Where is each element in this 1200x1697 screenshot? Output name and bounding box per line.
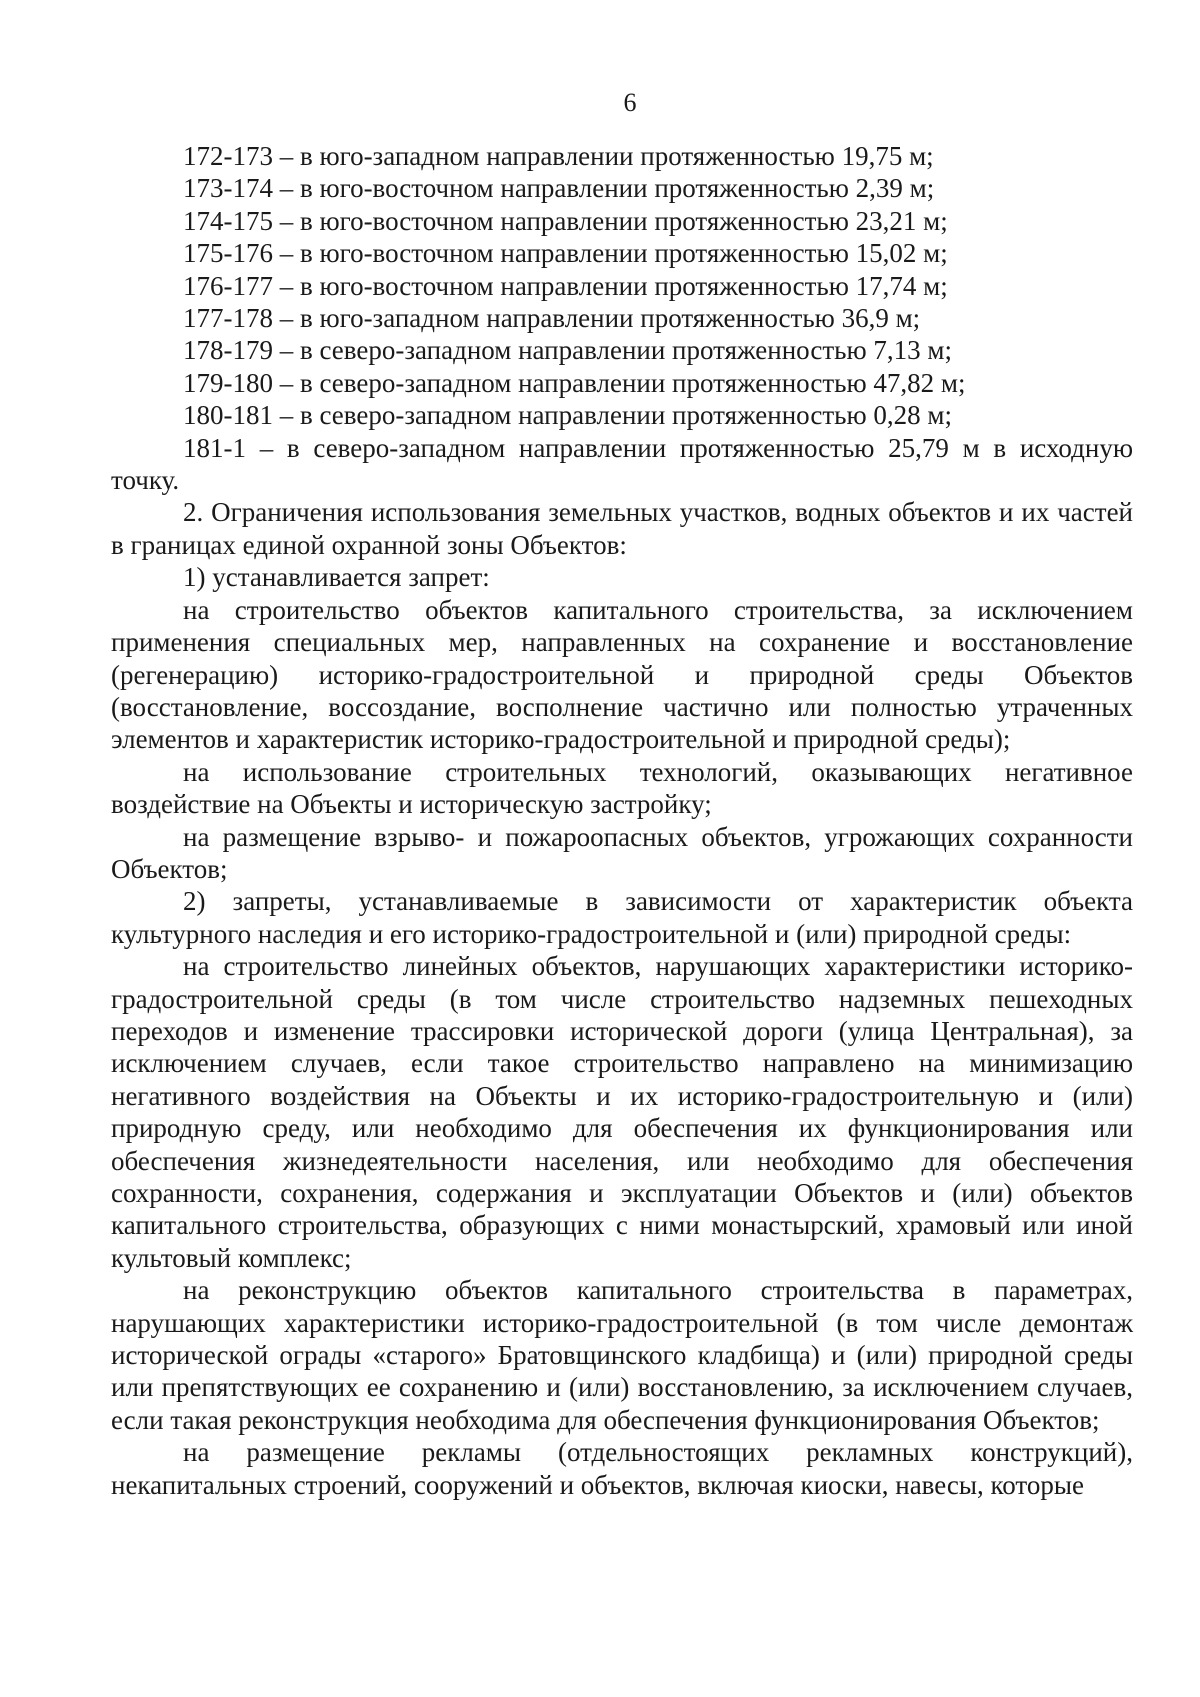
page-number: 6 [623, 88, 637, 117]
restriction-paragraph: на размещение взрыво- и пожароопасных объектов, угрожающих сохранности Объектов; [111, 821, 1133, 884]
restriction-paragraph: на размещение рекламы (отдельностоящих рекламных конструкций), некапитальных строений, сооружений и объектов, включая киоски, навесы, которые [111, 1437, 1133, 1500]
boundary-segment: 180-181 – в северо-западном направлении протяженностью 0,28 м; [183, 400, 952, 431]
restriction-paragraph: на реконструкцию объектов капитального строительства в параметрах, нарушающих характеристики историко-градостроительной (в том числе демонтаж исторической ограды «старого» Братовщинского кладбища) и (или) природной среды или препятствующих ее сохранению и (или) восстановлению, за исключением случаев, если такая реконструкция необходима для обеспечения функционирования Объектов; [111, 1275, 1133, 1435]
boundary-segment: 177-178 – в юго-западном направлении протяженностью 36,9 м; [183, 303, 921, 334]
restriction-paragraph: на строительство объектов капитального строительства, за исключением применения специальных мер, направленных на сохранение и восстановление (регенерацию) историко-градостроительной и природной среды Объектов (восстановление, воссоздание, восполнение частично или полностью утраченных элементов и характеристик историко-градостроительной и природной среды); [111, 594, 1133, 755]
document-body [111, 140, 1133, 1501]
restriction-paragraph: на использование строительных технологий, оказывающих негативное воздействие на Объекты и историческую застройку; [111, 756, 1133, 820]
boundary-segment: 176-177 – в юго-восточном направлении протяженностью 17,74 м; [183, 270, 948, 301]
boundary-segment: 179-180 – в северо-западном направлении протяженностью 47,82 м; [183, 367, 966, 398]
boundary-segment: 173-174 – в юго-восточном направлении протяженностью 2,39 м; [183, 173, 935, 204]
item-1-heading: 1) устанавливается запрет: [183, 562, 490, 593]
item-2-heading: 2) запреты, устанавливаемые в зависимости от характеристик объекта культурного наследия и его историко-градостроительной и (или) природной среды: [111, 886, 1133, 949]
boundary-segment: 174-175 – в юго-восточном направлении протяженностью 23,21 м; [183, 205, 948, 236]
section-2-heading: 2. Ограничения использования земельных участков, водных объектов и их частей в границах единой охранной зоны Объектов: [111, 497, 1133, 560]
boundary-segment: 172-173 – в юго-западном направлении протяженностью 19,75 м; [183, 141, 934, 171]
restriction-paragraph: на строительство линейных объектов, нарушающих характеристики историко-градостроительной среды (в том числе строительство надземных пешеходных переходов и изменение трассировки исторической дороги (улица Центральная), за исключением случаев, если такое строительство направлено на минимизацию негативного воздействия на Объекты и их историко-градостроительную и (или) природную среду, или необходимо для обеспечения их функционирования или обеспечения жизнедеятельности населения, или необходимо для обеспечения сохранности, сохранения, содержания и эксплуатации Объектов и (или) объектов капитального строительства, образующих с ними монастырский, храмовый или иной культовый комплекс; [111, 951, 1133, 1273]
boundary-segment-final: 181-1 – в северо-западном направлении протяженностью 25,79 м в исходную точку. [111, 432, 1133, 496]
boundary-segment: 178-179 – в северо-западном направлении протяженностью 7,13 м; [183, 335, 952, 366]
boundary-segment: 175-176 – в юго-восточном направлении протяженностью 15,02 м; [183, 238, 948, 269]
